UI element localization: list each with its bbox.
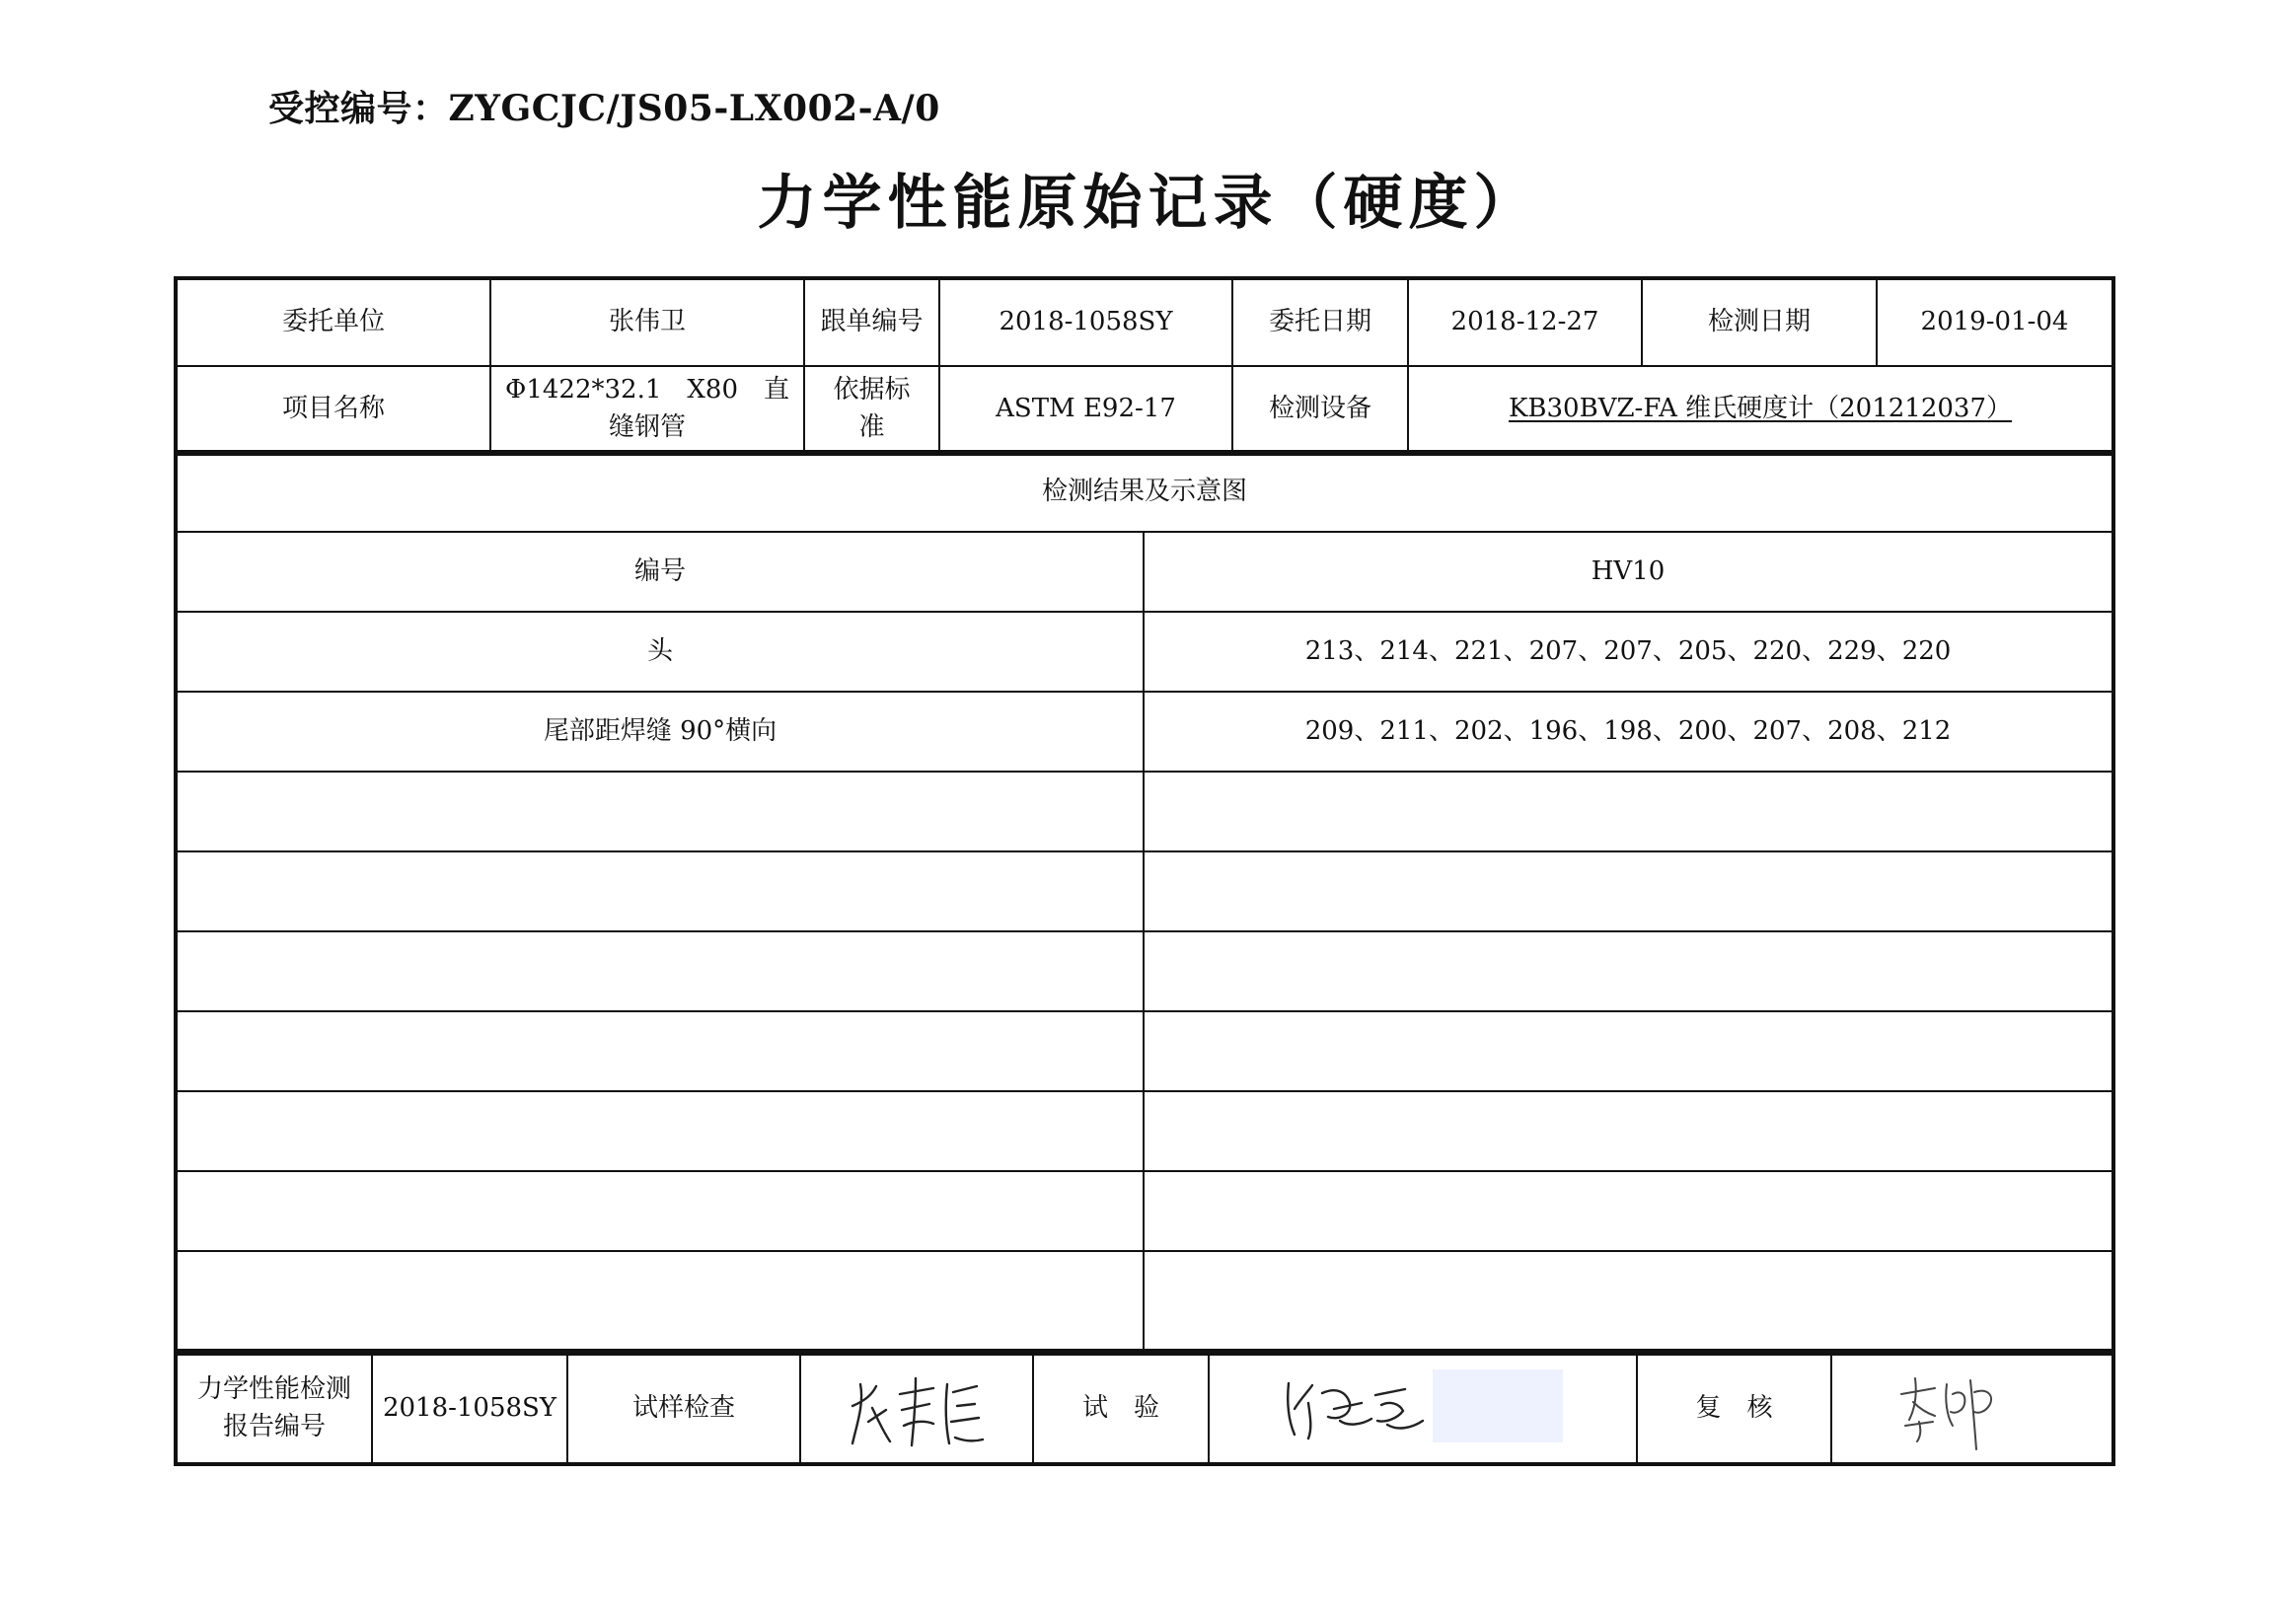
signoff-table (176, 1354, 2113, 1464)
document-title: 力学性能原始记录（硬度） (757, 169, 1539, 238)
client-label: 委托单位 (177, 279, 490, 366)
entrust-date-value: 2018-12-27 (1408, 279, 1642, 366)
row-id: 头 (177, 612, 1144, 692)
tracking-label-text: 跟单编号 (820, 307, 924, 337)
empty-row (177, 1091, 2112, 1171)
report-no-value: 2018-1058SY (372, 1355, 567, 1463)
tracking-value: 2018-1058SY (939, 279, 1232, 366)
test-signature (1209, 1355, 1637, 1463)
results-section-title: 检测结果及示意图 (177, 453, 2112, 532)
test-label: 试 验 (1033, 1355, 1209, 1463)
table-row (177, 612, 2112, 692)
review-signature (1831, 1355, 2112, 1463)
equipment-value-cell (1408, 366, 2112, 453)
project-value-line1: Φ1422*32.1 X80 直 (505, 375, 789, 406)
equipment-value: KB30BVZ-FA 维氏硬度计（201212037） (1508, 394, 2013, 424)
tracking-label (804, 279, 939, 366)
equipment-label: 检测设备 (1232, 366, 1408, 453)
test-date-value: 2019-01-04 (1877, 279, 2112, 366)
col-header-number: 编号 (177, 532, 1144, 612)
test-date-label: 检测日期 (1642, 279, 1877, 366)
entrust-date-label: 委托日期 (1232, 279, 1408, 366)
empty-row (177, 1011, 2112, 1091)
client-value: 张伟卫 (490, 279, 804, 366)
project-value-line2: 缝钢管 (608, 412, 686, 442)
sample-check-label: 试样检查 (567, 1355, 800, 1463)
empty-row (177, 851, 2112, 931)
standard-label-line2: 准 (858, 412, 885, 442)
signature-tester (1279, 1369, 1427, 1448)
table-row (177, 692, 2112, 772)
col-header-hv10: HV10 (1144, 532, 2112, 612)
signature-reviewer (1891, 1365, 2010, 1453)
sample-check-signature (800, 1355, 1033, 1463)
project-label: 项目名称 (177, 366, 490, 453)
report-no-label (177, 1355, 372, 1463)
empty-row (177, 1171, 2112, 1251)
row-id: 尾部距焊缝 90°横向 (177, 692, 1144, 772)
signature-sample-check (843, 1365, 991, 1453)
row-hardness-values: 213、214、221、207、207、205、220、229、220 (1144, 612, 2112, 692)
standard-label (804, 366, 939, 453)
redaction-box (1433, 1369, 1563, 1442)
empty-row (177, 1251, 2112, 1350)
report-no-label-line1: 力学性能检测 (196, 1374, 351, 1405)
standard-label-line1: 依据标 (833, 375, 911, 406)
info-table (176, 278, 2113, 454)
empty-row (177, 931, 2112, 1011)
report-no-label-line2: 报告编号 (222, 1412, 326, 1441)
control-number: 受控编号：ZYGCJC/JS05-LX002-A/0 (268, 88, 940, 129)
row-hardness-values: 209、211、202、196、198、200、207、208、212 (1144, 692, 2112, 772)
empty-row (177, 772, 2112, 851)
results-table (176, 452, 2113, 1351)
project-value (490, 366, 804, 453)
standard-value: ASTM E92-17 (939, 366, 1232, 453)
review-label: 复 核 (1637, 1355, 1831, 1463)
